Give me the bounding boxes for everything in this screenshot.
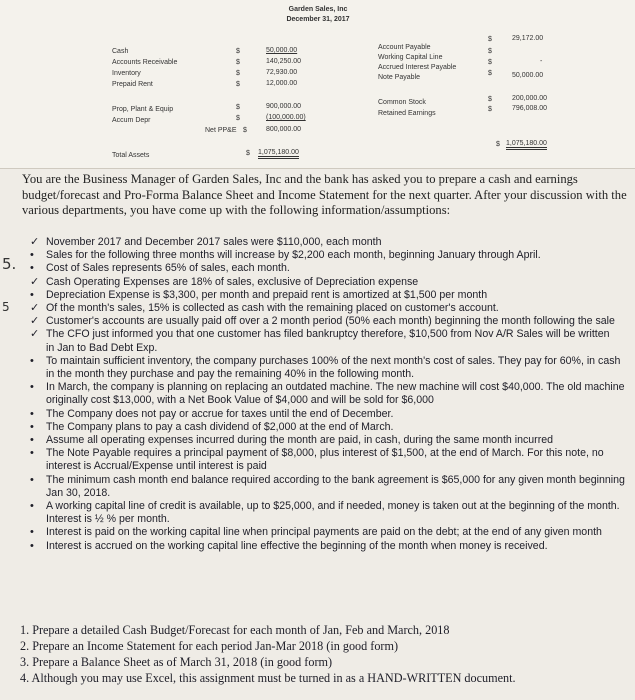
assumptions-list [26, 236, 635, 553]
assumption-item [26, 262, 635, 275]
assumption-line: in the month they purchase and pay the remaining 40% in the following month. [46, 368, 415, 381]
assumption-line: Cost of Sales represents 65% of sales, each month. [46, 262, 290, 275]
assumption-line: The CFO just informed you that one customer has filed bankruptcy therefore, $10,500 from Nov A/R Sales will be written [46, 328, 610, 341]
equity-value: 796,008.00 [512, 105, 548, 112]
asset-value: 50,000.00 [266, 47, 298, 54]
assumption-line: Cash Operating Expenses are 18% of sales, exclusive of Depreciation expense [46, 275, 419, 288]
handwritten-note: 5. [2, 255, 17, 273]
assumption-item [26, 447, 635, 473]
asset-label: Prepaid Rent [112, 81, 153, 88]
assumption-line: Customer's accounts are usually paid off over a 2 month period (50% each month) beginning the month following the sale [46, 315, 615, 328]
check-mark-icon: ✓ [30, 315, 40, 328]
assumption-item [26, 381, 635, 407]
total-liabilities-equity-value: 1,075,180.00 [506, 140, 547, 150]
asset-value: 140,250.00 [266, 58, 302, 65]
check-mark-icon: ✓ [30, 236, 40, 248]
task-item: 4. Although you may use Excel, this assignment must be turned in as a HAND-WRITTEN document. [20, 671, 516, 685]
bullet-icon: • [30, 249, 34, 262]
handwritten-note: 5 [2, 300, 10, 314]
assumption-line: Interest is accrued on the working capital line effective the beginning of the month when money is received. [46, 539, 548, 552]
total-assets-label: Total Assets [112, 152, 150, 159]
assumption-line: Assume all operating expenses incurred during the month are paid, in cash, during the same month incurred [46, 434, 554, 447]
assumption-line: In March, the company is planning on replacing an outdated machine. The new machine will cost $40,000. The old machine [46, 381, 625, 394]
bullet-icon: • [30, 447, 34, 460]
tasks-list [20, 622, 516, 686]
ppe-value: (100,000.00) [266, 114, 306, 121]
asset-label: Inventory [112, 70, 141, 77]
assumption-item [26, 276, 635, 289]
liability-value: 29,172.00 [512, 35, 544, 42]
assumption-line: interest is Accrual/Expense until interest is paid [46, 460, 267, 473]
assumption-line: originally cost $13,000, with a Net Book Value of $4,000 and will be sold for $6,000 [46, 394, 434, 407]
equity-value: 200,000.00 [512, 95, 548, 102]
assumption-line: Of the month's sales, 15% is collected as cash with the remaining placed on customer's account. [46, 302, 499, 315]
assumption-line: Sales for the following three months will increase by $2,200 each month, beginning January through April. [46, 249, 541, 262]
task-item: 2. Prepare an Income Statement for each period Jan-Mar 2018 (in good form) [20, 639, 399, 653]
asset-label: Cash [112, 48, 129, 55]
bullet-icon: • [30, 420, 34, 433]
assumption-item [26, 315, 635, 328]
bullet-icon: • [30, 526, 34, 539]
liability-value: - [540, 58, 543, 65]
bullet-icon: • [30, 407, 34, 420]
assumption-line: The minimum cash month end balance required according to the bank agreement is $65,000 for any given month beginning [46, 473, 625, 486]
equity-label: Common Stock [378, 99, 426, 106]
assumption-item [26, 249, 635, 262]
assumption-item [26, 434, 635, 447]
assumption-line: Depreciation Expense is $3,300, per month and prepaid rent is amortized at $1,500 per month [46, 288, 488, 301]
assumption-line: Interest is paid on the working capital line when principal payments are paid on the debt; at the end of any given month [46, 526, 602, 539]
bullet-icon: • [30, 539, 34, 552]
bullet-icon: • [30, 473, 34, 486]
liability-label: Note Payable [378, 74, 421, 81]
assumption-line: November 2017 and December 2017 sales were $110,000, each month [46, 236, 382, 248]
assumption-line: A working capital line of credit is available, up to $25,000, and if needed, money is taken out at the beginning of the month. [46, 500, 620, 513]
task-item: 1. Prepare a detailed Cash Budget/Forecast for each month of Jan, Feb and March, 2018 [20, 623, 450, 637]
ppe-label: Prop, Plant & Equip [112, 106, 174, 113]
liability-label: Accrued Interest Payable [378, 64, 457, 71]
sheet-date: December 31, 2017 [286, 16, 350, 23]
bullet-icon: • [30, 500, 34, 513]
total-assets-value: 1,075,180.00 [258, 149, 299, 159]
bullet-icon: • [30, 381, 34, 394]
intro-paragraph: You are the Business Manager of Garden Sales, Inc and the bank has asked you to prepare a cash and earnings budget/forecast and Pro-Forma Balance Sheet and Income Statement for the next quarter. After your discussion with the various departments, you have come up with the following information/assumptions: [22, 172, 627, 217]
assumption-item [26, 474, 635, 500]
bullet-icon: • [30, 288, 34, 301]
liability-label: Account Payable [378, 44, 431, 51]
check-mark-icon: ✓ [30, 275, 40, 288]
net-ppe-label: Net PP&E [205, 127, 237, 134]
assumption-line: Jan 30, 2018. [46, 486, 111, 499]
assumption-item [26, 540, 635, 553]
assumption-item [26, 408, 635, 421]
assumption-line: in Jan to Bad Debt Exp. [46, 341, 158, 354]
bullet-icon: • [30, 262, 34, 275]
task-item: 3. Prepare a Balance Sheet as of March 31, 2018 (in good form) [20, 655, 333, 669]
assumption-line: The Company does not pay or accrue for taxes until the end of December. [46, 407, 394, 420]
assumption-item [26, 328, 635, 354]
check-mark-icon: ✓ [30, 328, 40, 341]
asset-value: 72,930.00 [266, 69, 298, 76]
ppe-value: 900,000.00 [266, 103, 302, 110]
ppe-label: Accum Depr [112, 117, 151, 124]
check-mark-icon: ✓ [30, 302, 40, 315]
liability-label: Working Capital Line [378, 54, 443, 61]
asset-label: Accounts Receivable [112, 59, 178, 66]
bullet-icon: • [30, 354, 34, 367]
assumption-item [26, 526, 635, 539]
company-name: Garden Sales, Inc [288, 6, 348, 13]
assumption-item [26, 302, 635, 315]
liability-value: 50,000.00 [512, 72, 544, 79]
assumption-line: To maintain sufficient inventory, the company purchases 100% of the next month's cost of sales. They pay for 60%, in cash [46, 354, 621, 367]
bullet-icon: • [30, 434, 34, 447]
net-ppe-value: 800,000.00 [266, 126, 302, 133]
assumption-line: The Company plans to pay a cash dividend of $2,000 at the end of March. [46, 420, 394, 433]
assumption-item [26, 421, 635, 434]
assumption-line: The Note Payable requires a principal payment of $8,000, plus interest of $1,500, at the end of March. For this note, no [46, 447, 604, 460]
assumption-line: Interest is ½ % per month. [46, 513, 170, 526]
assumption-item [26, 289, 635, 302]
assumption-item [26, 355, 635, 381]
asset-value: 12,000.00 [266, 80, 298, 87]
equity-label: Retained Earnings [378, 110, 436, 117]
assumption-item [26, 500, 635, 526]
assumption-item [26, 236, 635, 249]
